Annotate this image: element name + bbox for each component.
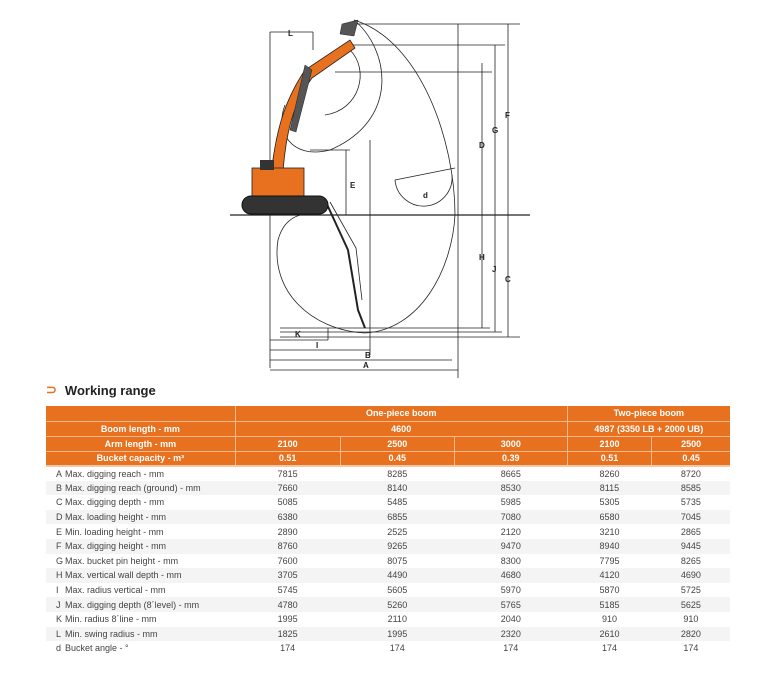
row-value: 7660 [235,481,340,496]
row-code: E [56,526,63,537]
row-value: 9265 [340,539,454,554]
row-value: 174 [389,643,405,654]
row-value: 4780 [235,597,340,612]
table-row [46,568,730,583]
svg-text:D: D [479,141,485,150]
table-row [46,524,730,539]
row-value: 174 [601,643,617,654]
table-header-row-groups [46,406,730,421]
row-value: 8760 [235,539,340,554]
svg-text:H: H [479,253,485,262]
group-one-piece-boom: One-piece boom [235,406,567,421]
arm-length-value: 3000 [454,436,567,451]
section-title [46,382,156,398]
row-value: 5260 [340,597,454,612]
working-range-table [46,406,730,656]
row-value: 5735 [680,497,701,508]
row-label: Max. digging depth (8´level) - mm [63,597,235,612]
row-value: 5185 [567,597,652,612]
row-value: 8285 [387,468,408,479]
row-value: 8665 [500,468,521,479]
svg-text:I: I [316,341,319,350]
table-row [46,597,730,612]
row-value: 5765 [454,597,567,612]
row-value: 8265 [680,555,701,566]
row-code: F [46,539,63,554]
boom-length-label: Boom length - mm [46,421,235,436]
row-value: 6580 [567,510,652,525]
svg-text:G: G [492,126,499,135]
bucket-capacity-value: 0.51 [235,451,340,466]
row-value: 5970 [500,585,521,596]
table-row [46,539,730,554]
header-empty-cell [46,406,235,421]
row-label: Min. swing radius - mm [63,627,235,642]
row-code: C [56,497,63,508]
row-value: 4690 [652,568,730,583]
arm-length-value: 2100 [567,436,652,451]
row-value: 5305 [599,497,620,508]
row-code: L [46,627,63,642]
row-value: 7080 [454,510,567,525]
table-header-row-bucket [46,451,730,466]
arm-length-value: 2100 [235,436,340,451]
row-value: 7045 [652,510,730,525]
boom-length-one-piece: 4600 [235,421,567,436]
svg-text:d: d [423,191,428,200]
table-row [46,466,730,481]
row-value: 8115 [567,481,652,496]
row-code: B [46,481,63,496]
row-label: Bucket angle - ° [65,643,129,654]
row-value: 910 [601,614,617,625]
row-value: 8300 [500,555,521,566]
row-value: 5985 [500,497,521,508]
excavator-diagram-illustration [230,10,540,380]
bucket-capacity-value: 0.45 [652,451,730,466]
row-value: 8140 [340,481,454,496]
row-label: Max. radius vertical - mm [65,585,166,596]
arm-length-label: Arm length - mm [46,436,235,451]
bucket-capacity-value: 0.51 [567,451,652,466]
row-value: 2820 [652,627,730,642]
svg-text:K: K [295,330,301,339]
arrow-icon: ⊃ [46,382,57,397]
section-title-label: Working range [64,382,156,398]
row-value: 8720 [680,468,701,479]
row-value: 6855 [340,510,454,525]
row-label: Min. loading height - mm [65,526,164,537]
table-row [46,495,730,510]
table-row [46,583,730,598]
row-value: 7600 [277,555,298,566]
svg-text:B: B [365,351,371,360]
row-value: 174 [280,643,296,654]
arm-length-value: 2500 [652,436,730,451]
row-value: 1995 [340,627,454,642]
row-value: 6380 [235,510,340,525]
svg-text:A: A [363,361,369,370]
row-code: J [46,597,63,612]
row-value: 7815 [277,468,298,479]
svg-text:F: F [505,111,510,120]
row-code: D [46,510,63,525]
table-header-row-boom [46,421,730,436]
arm-length-value: 2500 [340,436,454,451]
row-label: Min. radius 8´line - mm [65,614,157,625]
row-value: 2120 [500,526,521,537]
row-value: 2040 [500,614,521,625]
bucket-capacity-value: 0.39 [454,451,567,466]
row-value: 7795 [599,555,620,566]
row-label: Max. digging reach (ground) - mm [63,481,235,496]
row-code: A [56,468,63,479]
working-range-diagram [230,10,540,380]
svg-text:E: E [350,181,356,190]
row-value: 8585 [652,481,730,496]
row-value: 5725 [680,585,701,596]
group-two-piece-boom: Two-piece boom [567,406,730,421]
bucket-capacity-value: 0.45 [340,451,454,466]
row-code: G [56,555,64,566]
row-value: 3210 [599,526,620,537]
boom-length-two-piece: 4987 (3350 LB + 2000 UB) [567,421,730,436]
row-value: 5870 [599,585,620,596]
row-value: 8940 [567,539,652,554]
row-value: 9445 [652,539,730,554]
table-header-row-arm [46,436,730,451]
row-label: Max. vertical wall depth - mm [63,568,235,583]
table-row [46,510,730,525]
row-value: 3705 [235,568,340,583]
row-value: 5745 [277,585,298,596]
bucket-capacity-label: Bucket capacity - m³ [46,451,235,466]
row-label: Max. digging reach - mm [65,468,165,479]
row-value: 8530 [454,481,567,496]
table-row [46,481,730,496]
row-code: d [56,643,62,654]
row-value: 174 [683,643,699,654]
table-row [46,641,730,656]
row-code: K [56,614,63,625]
row-label: Max. digging height - mm [63,539,235,554]
row-value: 5605 [387,585,408,596]
row-code: H [46,568,63,583]
row-label: Max. bucket pin height - mm [65,555,179,566]
svg-text:J: J [492,265,497,274]
row-code: I [56,585,59,596]
row-label: Max. digging depth - mm [65,497,165,508]
row-label: Max. loading height - mm [63,510,235,525]
table-row [46,627,730,642]
table-row [46,554,730,569]
row-value: 4120 [567,568,652,583]
row-value: 5625 [652,597,730,612]
row-value: 910 [683,614,699,625]
row-value: 174 [503,643,519,654]
row-value: 5085 [277,497,298,508]
row-value: 5485 [387,497,408,508]
row-value: 1995 [277,614,298,625]
row-value: 2320 [454,627,567,642]
svg-text:L: L [288,29,293,38]
row-value: 2110 [387,614,407,625]
row-value: 9470 [454,539,567,554]
row-value: 8260 [599,468,620,479]
row-value: 2890 [277,526,298,537]
row-value: 4680 [454,568,567,583]
row-value: 2865 [680,526,701,537]
row-value: 4490 [340,568,454,583]
row-value: 2525 [387,526,408,537]
row-value: 8075 [387,555,408,566]
row-value: 1825 [235,627,340,642]
table-row [46,612,730,627]
svg-text:C: C [505,275,511,284]
row-value: 2610 [567,627,652,642]
